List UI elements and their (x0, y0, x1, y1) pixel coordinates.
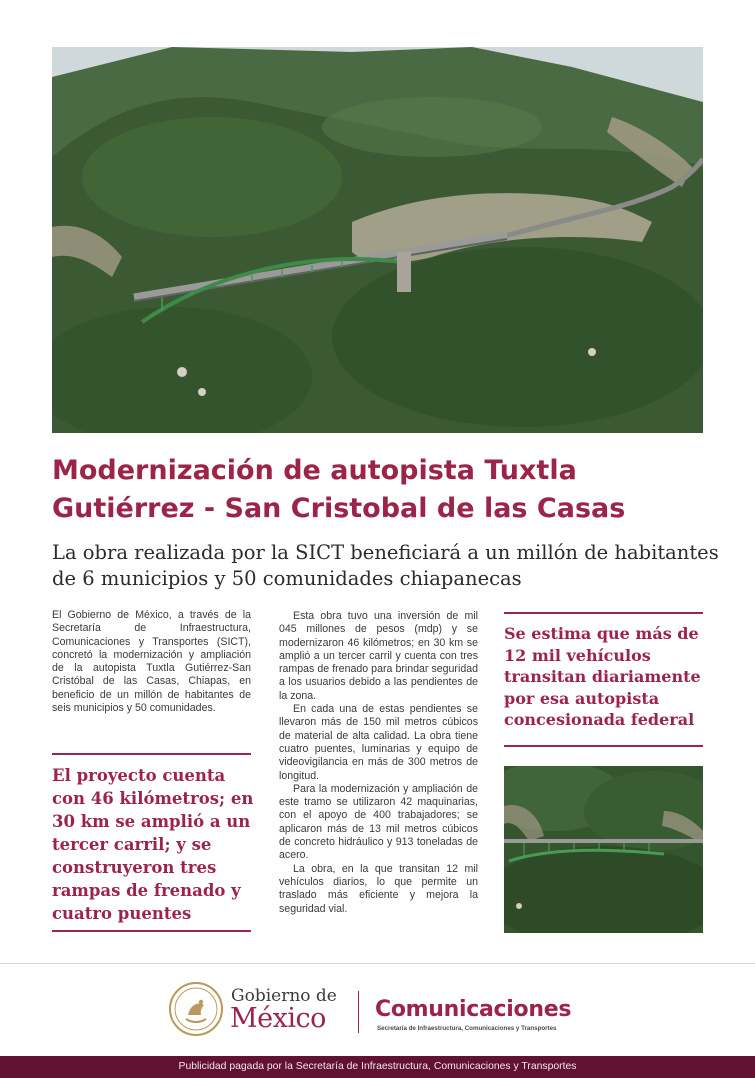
hero-bridge-photo (52, 47, 703, 433)
paid-publicity-bar: Publicidad pagada por la Secretaría de Infraestructura, Comunicaciones y Transportes (0, 1056, 755, 1078)
footer-divider (0, 963, 755, 964)
article-column-1 (52, 609, 251, 715)
gobierno-de-label: Gobierno de (231, 986, 337, 1006)
subheadline: La obra realizada por la SICT beneficiará a un millón de habitantes de 6 municipios y 50 comunidades chiapanecas (52, 541, 719, 590)
column2-paragraph-4: La obra, en la que transitan 12 mil vehículos diarios, lo que permite un traslado más eficiente y mejora la seguridad vial. (279, 862, 478, 915)
column2-paragraph-2: En cada una de estas pendientes se llevaron más de 150 mil metros cúbicos de material de alta calidad. La obra tiene cuatro puentes, luminarias y equipo de videovigilancia en más de 300 metros de longitud. (279, 703, 478, 782)
pullquote-left: El proyecto cuenta con 46 kilómetros; en 30 km se amplió a un tercer carril; y se construyeron tres rampas de frenado y cuatro puentes (52, 766, 254, 923)
logo-separator (358, 991, 359, 1033)
article-column-2 (279, 610, 478, 916)
column2-paragraph-3: Para la modernización y ampliación de este tramo se utilizaron 42 maquinarias, con el apoyo de 400 trabajadores; se aplicaron más de 13 mil metros cúbicos de concreto hidráulico y 913 toneladas de acero. (279, 782, 478, 862)
column1-paragraph: El Gobierno de México, a través de la Secretaría de Infraestructura, Comunicaciones y Transportes (SICT), concretó la modernización y ampliación de la autopista Tuxtla Gutiérrez-San Cristóbal de las Casas, Chiapas, en beneficio de un millón de habitantes de seis municipios y 50 comunidades. (52, 609, 251, 715)
pullquote-right: Se estima que más de 12 mil vehículos transitan diariamente por esa autopista concesionada federal (504, 624, 701, 729)
divider-top-left (52, 753, 251, 755)
mexico-label: México (230, 1003, 326, 1034)
column2-paragraph-1: Esta obra tuvo una inversión de mil 045 millones de pesos (mdp) y se modernizaron 46 kilómetros; en 30 km se amplió a un tercer carril y cuenta con tres rampas de frenado para brindar seguridad a los usuarios debido a las pendientes de la zona. (279, 610, 478, 702)
bridge-thumbnail-photo (504, 766, 703, 933)
divider-bottom-right (504, 745, 703, 747)
comunicaciones-logo-text: Comunicaciones (375, 997, 572, 1022)
divider-top-right (504, 612, 703, 614)
mexico-coat-of-arms-icon (168, 981, 224, 1037)
divider-bottom-left (52, 930, 251, 932)
headline: Modernización de autopista Tuxtla Gutiérrez - San Cristobal de las Casas (52, 455, 626, 524)
comunicaciones-subtitle: Secretaría de Infraestructura, Comunicaciones y Transportes (377, 1025, 557, 1032)
